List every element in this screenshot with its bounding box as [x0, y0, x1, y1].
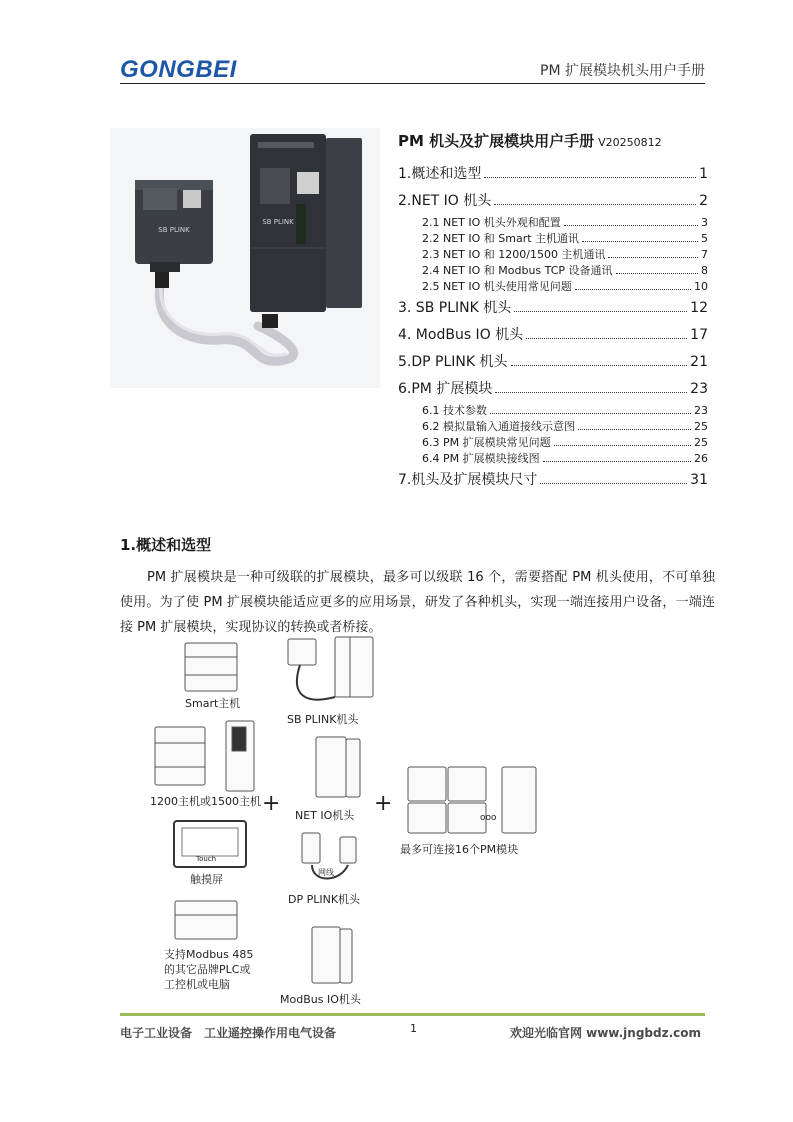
toc-entry-title: 5.DP PLINK 机头 [398, 354, 508, 370]
toc-entry-page: 10 [694, 280, 708, 293]
toc-entry-title: 6.1 技术参数 [422, 404, 487, 417]
toc-entry-title: 7.机头及扩展模块尺寸 [398, 472, 538, 488]
diagram-label-net-io: NET IO机头 [295, 809, 355, 822]
toc-title-text: PM 机头及扩展模块用户手册 [398, 132, 595, 150]
toc-entry[interactable] [398, 376, 708, 403]
toc-entry-page: 1 [699, 166, 708, 182]
toc-subentry[interactable] [398, 215, 708, 231]
footer-categories [120, 1024, 336, 1041]
page-number: 1 [410, 1022, 417, 1035]
table-of-contents [398, 130, 708, 494]
toc-entry-title: 2.3 NET IO 和 1200/1500 主机通讯 [422, 248, 606, 261]
toc-entry-title: 6.2 模拟量输入通道接线示意图 [422, 420, 575, 433]
toc-leader [490, 412, 691, 414]
toc-entry-page: 21 [690, 354, 708, 370]
diagram-label-smart: Smart主机 [185, 697, 241, 710]
toc-entry[interactable] [398, 322, 708, 349]
toc-subentry[interactable] [398, 247, 708, 263]
toc-entry-page: 2 [699, 193, 708, 209]
diagram-label-modbus-devices: 支持Modbus 485 的其它品牌PLC或 工控机或电脑 [164, 948, 254, 991]
toc-leader [511, 364, 688, 366]
toc-entry-page: 8 [701, 264, 708, 277]
toc-title [398, 130, 708, 151]
diagram-ellipsis: ooo [480, 813, 497, 823]
toc-entry-page: 17 [690, 327, 708, 343]
toc-entry[interactable] [398, 161, 708, 188]
toc-entry-title: 2.1 NET IO 机头外观和配置 [422, 216, 561, 229]
toc-subentry[interactable] [398, 419, 708, 435]
diagram-label-max-modules: 最多可连接16个PM模块 [400, 843, 519, 856]
header-title: PM 扩展模块机头用户手册 [540, 63, 705, 79]
toc-entry-page: 12 [690, 300, 708, 316]
toc-subentry[interactable] [398, 263, 708, 279]
toc-entry-title: 3. SB PLINK 机头 [398, 300, 512, 316]
toc-entry[interactable] [398, 349, 708, 376]
toc-leader [564, 224, 698, 226]
diagram-label-sb-plink: SB PLINK机头 [287, 713, 359, 726]
diagram-label-1200-1500: 1200主机或1500主机 [150, 795, 261, 808]
diagram-label-dp-plink: DP PLINK机头 [288, 893, 361, 906]
company-logo: GONGBEI [120, 56, 237, 83]
section-heading: 1.概述和选型 [120, 536, 212, 554]
toc-leader [484, 176, 696, 178]
toc-entry-page: 3 [701, 216, 708, 229]
toc-entry-page: 31 [690, 472, 708, 488]
diagram-label-touch-screen: 触摸屏 [190, 873, 223, 886]
toc-leader [514, 310, 687, 312]
diagram-cable-label: 网线 [318, 868, 334, 877]
footer-category-2: 工业遥控操作用电气设备 [204, 1026, 337, 1040]
small-module-label: SB PLINK [158, 226, 190, 234]
toc-entry-page: 23 [690, 381, 708, 397]
toc-subentry[interactable] [398, 279, 708, 295]
toc-entry-title: 1.概述和选型 [398, 166, 482, 182]
toc-entry-title: 2.5 NET IO 机头使用常见问题 [422, 280, 572, 293]
toc-entry-page: 23 [694, 404, 708, 417]
toc-entry-page: 25 [694, 420, 708, 433]
toc-entry[interactable] [398, 295, 708, 322]
toc-subentry[interactable] [398, 451, 708, 467]
toc-leader [494, 203, 696, 205]
diagram-label-modbus-io: ModBus IO机头 [280, 993, 361, 1006]
header-divider [120, 83, 705, 84]
toc-leader [495, 391, 687, 393]
toc-entry-page: 25 [694, 436, 708, 449]
toc-leader [582, 240, 698, 242]
toc-subentry[interactable] [398, 435, 708, 451]
toc-leader [540, 482, 687, 484]
toc-entry[interactable] [398, 188, 708, 215]
toc-leader [608, 256, 698, 258]
toc-entry-page: 26 [694, 452, 708, 465]
toc-entry-page: 5 [701, 232, 708, 245]
toc-subentry[interactable] [398, 231, 708, 247]
toc-leader [526, 337, 687, 339]
product-photo [110, 128, 380, 388]
large-module-label: SB PLINK [262, 218, 294, 226]
toc-leader [575, 288, 691, 290]
toc-entry[interactable] [398, 467, 708, 494]
toc-entry-page: 7 [701, 248, 708, 261]
toc-subentry[interactable] [398, 403, 708, 419]
footer-website[interactable]: 欢迎光临官网 www.jngbdz.com [509, 1026, 701, 1040]
toc-entry-title: 2.4 NET IO 和 Modbus TCP 设备通讯 [422, 264, 613, 277]
touch-screen-label: Touch [196, 855, 217, 863]
toc-entry-title: 2.NET IO 机头 [398, 193, 492, 209]
toc-entry-title: 2.2 NET IO 和 Smart 主机通讯 [422, 232, 580, 245]
toc-entry-title: 4. ModBus IO 机头 [398, 327, 524, 343]
toc-version: V20250812 [598, 136, 662, 149]
diagram-plus-2: + [374, 791, 393, 816]
connection-diagram [130, 635, 540, 1010]
footer-divider [120, 1013, 705, 1016]
toc-leader [578, 428, 691, 430]
toc-entry-title: 6.4 PM 扩展模块接线图 [422, 452, 540, 465]
toc-entry-title: 6.PM 扩展模块 [398, 381, 493, 397]
section-paragraph: PM 扩展模块是一种可级联的扩展模块，最多可以级联 16 个，需要搭配 PM 机头使用，不可单独使用。为了使 PM 扩展模块能适应更多的应用场景，研发了各种机头，实现一端连接用户设备，一端连接 PM 扩展模块，实现协议的转换或者桥接。 [120, 570, 715, 635]
footer-category-1: 电子工业设备 [120, 1026, 193, 1040]
diagram-plus-1: + [262, 791, 281, 816]
toc-leader [543, 460, 691, 462]
toc-entry-title: 6.3 PM 扩展模块常见问题 [422, 436, 551, 449]
toc-leader [554, 444, 691, 446]
toc-leader [616, 272, 698, 274]
